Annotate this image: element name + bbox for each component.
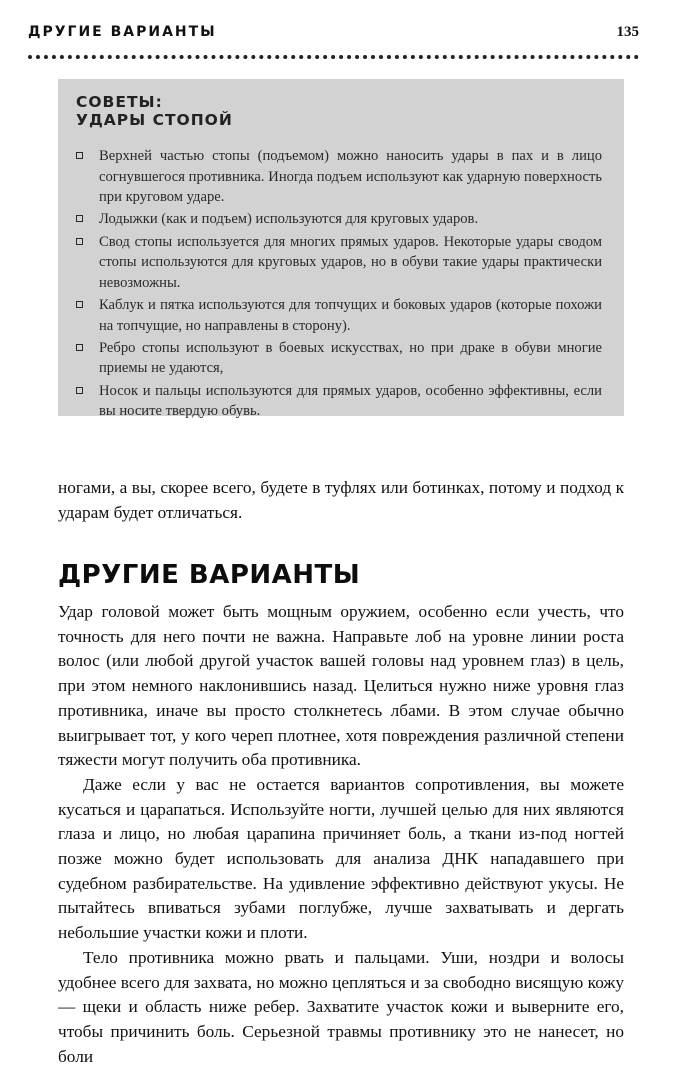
tips-item-text: Свод стопы используется для многих прямых ударов. Некоторые удары сводом стопы используются для круговых ударов, но в обуви такие удары практически невозможны. <box>99 233 602 291</box>
body-paragraph: Тело противника можно рвать и пальцами. Уши, ноздри и волосы удобнее всего для захвата, но можно цепляться и за свободно висящую кожу — щеки и область ниже ребер. Захватите участок кожи и выверните его, чтобы причинить боль. Серьезной травмы противнику это не нанесет, но боли <box>58 947 624 1066</box>
dotted-divider <box>28 55 639 59</box>
square-bullet-icon <box>76 238 83 245</box>
tips-list-item <box>66 295 602 336</box>
tips-item-text: Верхней частью стопы (подъемом) можно наносить удары в пах и в лицо согнувшегося противника. Иногда подъем используют как ударную поверхность при круговом ударе. <box>99 148 602 206</box>
tips-list-item <box>66 209 602 230</box>
running-title: ДРУГИЕ ВАРИАНТЫ <box>28 24 217 40</box>
square-bullet-icon <box>76 387 83 394</box>
tips-list-item <box>66 381 602 422</box>
tips-title <box>76 93 602 129</box>
tips-list-item <box>66 338 602 379</box>
tips-title-line-1: СОВЕТЫ: <box>76 93 163 111</box>
tips-sidebar-box <box>58 79 624 420</box>
square-bullet-icon <box>76 301 83 308</box>
tips-item-text: Ребро стопы используют в боевых искусствах, но при драке в обуви многие приемы не удаются, <box>99 339 602 377</box>
square-bullet-icon <box>76 215 83 222</box>
section-heading: ДРУГИЕ ВАРИАНТЫ <box>58 560 361 590</box>
tips-list-item <box>66 232 602 294</box>
body-paragraph: Удар головой может быть мощным оружием, особенно если учесть, что точность для него почти не важна. Направьте лоб на уровне линии роста волос (или любой другой участок вашей головы над уровнем глаз) в цель, при этом немного наклонившись назад. Целиться нужно ниже уровня глаз противника, иначе вы просто столкнетесь лбами. В этом случае обычно выигрывает тот, у кого череп плотнее, хотя повреждения различной степени тяжести могут получить оба противника. <box>58 602 624 770</box>
section-body <box>58 600 624 1069</box>
square-bullet-icon <box>76 152 83 159</box>
tips-item-text: Каблук и пятка используются для топчущих и боковых ударов (которые похожи на топчущие, но направлены в сторону). <box>99 296 602 334</box>
continuation-block <box>58 476 624 525</box>
tips-list-item <box>66 146 602 208</box>
square-bullet-icon <box>76 344 83 351</box>
continuation-paragraph: ногами, а вы, скорее всего, будете в туфлях или ботинках, потому и подход к ударам будет отличаться. <box>58 478 624 522</box>
tips-item-text: Носок и пальцы используются для прямых ударов, особенно эффективны, если вы носите твердую обувь. <box>99 382 602 420</box>
running-header <box>28 20 639 44</box>
tips-title-line-2: УДАРЫ СТОПОЙ <box>76 111 233 129</box>
page-number: 135 <box>616 23 639 40</box>
tips-list <box>66 146 602 422</box>
tips-item-text: Лодыжки (как и подъем) используются для круговых ударов. <box>99 211 479 228</box>
body-paragraph: Даже если у вас не остается вариантов сопротивления, вы можете кусаться и царапаться. Используйте ногти, лучшей целью для них являются глаза и лицо, но любая царапина причиняет боль, а ткани из-под ногтей позже можно будет использовать для анализа ДНК нападавшего при судебном разбирательстве. На удивление эффективно действуют укусы. Не пытайтесь впиваться зубами поглубже, лучше захватывать и дергать небольшие участки кожи и плоти. <box>58 774 624 943</box>
